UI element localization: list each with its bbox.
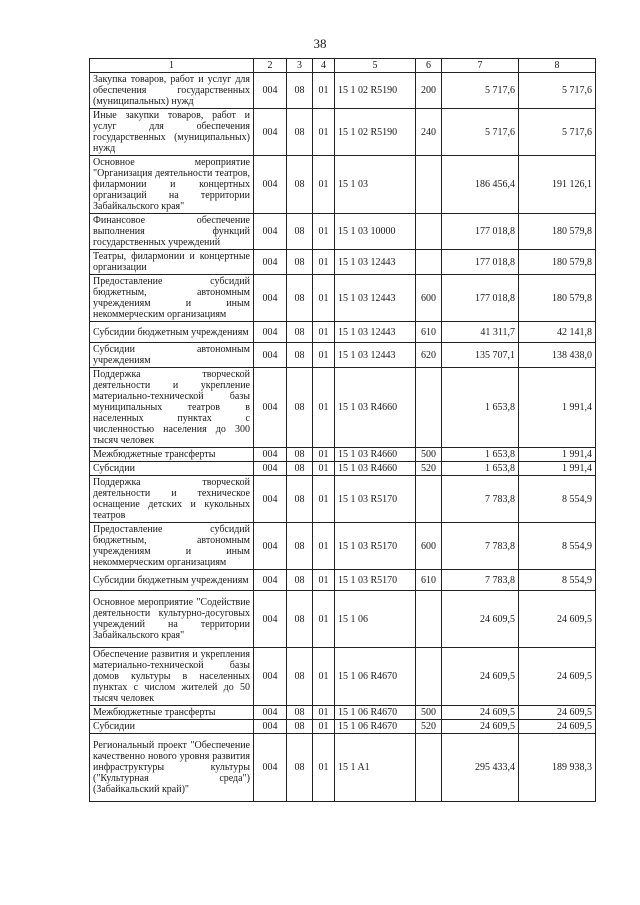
row-name: Поддержка творческой деятельности и укрепление материально-технической базы муниципальных театров в населенных пунктах с численностью населения до 300 тысяч человек [90, 368, 254, 448]
section-code: 08 [287, 570, 313, 591]
subsection-code: 01 [313, 322, 335, 343]
section-code: 08 [287, 720, 313, 734]
target-article-code: 15 1 02 R5190 [335, 109, 416, 156]
table-row [90, 368, 596, 448]
subsection-code: 01 [313, 214, 335, 250]
section-code: 08 [287, 73, 313, 109]
amount-col8: 1 991,4 [519, 368, 596, 448]
subsection-code: 01 [313, 343, 335, 368]
ministry-code: 004 [254, 734, 287, 802]
amount-col7: 24 609,5 [442, 706, 519, 720]
section-code: 08 [287, 343, 313, 368]
subsection-code: 01 [313, 523, 335, 570]
subsection-code: 01 [313, 250, 335, 275]
section-code: 08 [287, 591, 313, 648]
ministry-code: 004 [254, 368, 287, 448]
amount-col8: 5 717,6 [519, 109, 596, 156]
row-name: Основное мероприятие "Организация деятельности театров, филармонии и концертных организаций на территории Забайкальского края" [90, 156, 254, 214]
header-cell: 4 [313, 59, 335, 73]
ministry-code: 004 [254, 648, 287, 706]
subsection-code: 01 [313, 275, 335, 322]
subsection-code: 01 [313, 648, 335, 706]
amount-col8: 5 717,6 [519, 73, 596, 109]
subsection-code: 01 [313, 720, 335, 734]
row-name: Иные закупки товаров, работ и услуг для обеспечения государственных (муниципальных) нужд [90, 109, 254, 156]
section-code: 08 [287, 734, 313, 802]
table-row [90, 448, 596, 462]
expense-type-code: 200 [416, 73, 442, 109]
amount-col7: 5 717,6 [442, 73, 519, 109]
row-name: Предоставление субсидий бюджетным, автономным учреждениям и иным некоммерческим организациям [90, 523, 254, 570]
ministry-code: 004 [254, 73, 287, 109]
target-article-code: 15 1 03 R5170 [335, 570, 416, 591]
amount-col8: 1 991,4 [519, 462, 596, 476]
target-article-code: 15 1 A1 [335, 734, 416, 802]
amount-col7: 7 783,8 [442, 476, 519, 523]
row-name: Субсидии [90, 462, 254, 476]
amount-col8: 191 126,1 [519, 156, 596, 214]
table-row [90, 648, 596, 706]
table-row [90, 275, 596, 322]
amount-col7: 7 783,8 [442, 523, 519, 570]
row-name: Субсидии бюджетным учреждениям [90, 322, 254, 343]
section-code: 08 [287, 156, 313, 214]
amount-col8: 8 554,9 [519, 570, 596, 591]
target-article-code: 15 1 03 10000 [335, 214, 416, 250]
target-article-code: 15 1 03 R5170 [335, 523, 416, 570]
target-article-code: 15 1 02 R5190 [335, 73, 416, 109]
subsection-code: 01 [313, 462, 335, 476]
target-article-code: 15 1 03 R4660 [335, 448, 416, 462]
expense-type-code [416, 214, 442, 250]
subsection-code: 01 [313, 706, 335, 720]
header-cell: 2 [254, 59, 287, 73]
amount-col7: 41 311,7 [442, 322, 519, 343]
budget-table [89, 58, 596, 802]
amount-col7: 7 783,8 [442, 570, 519, 591]
ministry-code: 004 [254, 570, 287, 591]
section-code: 08 [287, 476, 313, 523]
expense-type-code: 500 [416, 448, 442, 462]
table-row [90, 476, 596, 523]
amount-col7: 1 653,8 [442, 462, 519, 476]
table-row [90, 720, 596, 734]
row-name: Закупка товаров, работ и услуг для обеспечения государственных (муниципальных) нужд [90, 73, 254, 109]
target-article-code: 15 1 06 [335, 591, 416, 648]
expense-type-code [416, 648, 442, 706]
subsection-code: 01 [313, 734, 335, 802]
amount-col7: 1 653,8 [442, 448, 519, 462]
amount-col8: 24 609,5 [519, 648, 596, 706]
section-code: 08 [287, 523, 313, 570]
header-cell: 5 [335, 59, 416, 73]
section-code: 08 [287, 214, 313, 250]
header-cell: 1 [90, 59, 254, 73]
subsection-code: 01 [313, 109, 335, 156]
header-row [90, 59, 596, 73]
amount-col8: 1 991,4 [519, 448, 596, 462]
row-name: Театры, филармонии и концертные организации [90, 250, 254, 275]
table-row [90, 570, 596, 591]
target-article-code: 15 1 06 R4670 [335, 706, 416, 720]
table-row [90, 109, 596, 156]
subsection-code: 01 [313, 476, 335, 523]
amount-col7: 177 018,8 [442, 275, 519, 322]
amount-col7: 186 456,4 [442, 156, 519, 214]
table-row [90, 250, 596, 275]
amount-col8: 180 579,8 [519, 275, 596, 322]
section-code: 08 [287, 648, 313, 706]
expense-type-code: 600 [416, 523, 442, 570]
ministry-code: 004 [254, 156, 287, 214]
ministry-code: 004 [254, 706, 287, 720]
amount-col7: 24 609,5 [442, 591, 519, 648]
ministry-code: 004 [254, 343, 287, 368]
target-article-code: 15 1 06 R4670 [335, 648, 416, 706]
ministry-code: 004 [254, 214, 287, 250]
table-row [90, 73, 596, 109]
section-code: 08 [287, 275, 313, 322]
amount-col7: 177 018,8 [442, 250, 519, 275]
section-code: 08 [287, 448, 313, 462]
row-name: Обеспечение развития и укрепления материально-технической базы домов культуры в населенных пунктах с числом жителей до 50 тысяч человек [90, 648, 254, 706]
row-name: Межбюджетные трансферты [90, 448, 254, 462]
subsection-code: 01 [313, 73, 335, 109]
target-article-code: 15 1 06 R4670 [335, 720, 416, 734]
amount-col7: 1 653,8 [442, 368, 519, 448]
page-number: 38 [313, 36, 327, 51]
expense-type-code: 520 [416, 720, 442, 734]
target-article-code: 15 1 03 12443 [335, 275, 416, 322]
row-name: Предоставление субсидий бюджетным, автономным учреждениям и иным некоммерческим организациям [90, 275, 254, 322]
expense-type-code: 600 [416, 275, 442, 322]
expense-type-code: 500 [416, 706, 442, 720]
header-cell: 3 [287, 59, 313, 73]
table-row [90, 214, 596, 250]
target-article-code: 15 1 03 12443 [335, 343, 416, 368]
expense-type-code [416, 368, 442, 448]
row-name: Субсидии автономным учреждениям [90, 343, 254, 368]
section-code: 08 [287, 706, 313, 720]
table-row [90, 591, 596, 648]
subsection-code: 01 [313, 156, 335, 214]
amount-col8: 189 938,3 [519, 734, 596, 802]
target-article-code: 15 1 03 [335, 156, 416, 214]
ministry-code: 004 [254, 275, 287, 322]
amount-col7: 177 018,8 [442, 214, 519, 250]
amount-col7: 24 609,5 [442, 720, 519, 734]
subsection-code: 01 [313, 570, 335, 591]
ministry-code: 004 [254, 462, 287, 476]
amount-col8: 180 579,8 [519, 214, 596, 250]
amount-col8: 138 438,0 [519, 343, 596, 368]
row-name: Поддержка творческой деятельности и техническое оснащение детских и кукольных театров [90, 476, 254, 523]
expense-type-code: 520 [416, 462, 442, 476]
row-name: Субсидии [90, 720, 254, 734]
amount-col8: 8 554,9 [519, 476, 596, 523]
subsection-code: 01 [313, 591, 335, 648]
expense-type-code: 240 [416, 109, 442, 156]
table-row [90, 523, 596, 570]
ministry-code: 004 [254, 591, 287, 648]
expense-type-code [416, 156, 442, 214]
amount-col8: 42 141,8 [519, 322, 596, 343]
expense-type-code [416, 734, 442, 802]
amount-col7: 135 707,1 [442, 343, 519, 368]
ministry-code: 004 [254, 720, 287, 734]
amount-col8: 8 554,9 [519, 523, 596, 570]
section-code: 08 [287, 462, 313, 476]
target-article-code: 15 1 03 12443 [335, 322, 416, 343]
amount-col8: 180 579,8 [519, 250, 596, 275]
row-name: Межбюджетные трансферты [90, 706, 254, 720]
target-article-code: 15 1 03 12443 [335, 250, 416, 275]
subsection-code: 01 [313, 368, 335, 448]
expense-type-code [416, 250, 442, 275]
amount-col8: 24 609,5 [519, 720, 596, 734]
ministry-code: 004 [254, 250, 287, 275]
table-row [90, 462, 596, 476]
section-code: 08 [287, 368, 313, 448]
table-row [90, 156, 596, 214]
expense-type-code [416, 476, 442, 523]
amount-col7: 24 609,5 [442, 648, 519, 706]
table-row [90, 734, 596, 802]
amount-col8: 24 609,5 [519, 706, 596, 720]
ministry-code: 004 [254, 109, 287, 156]
header-cell: 8 [519, 59, 596, 73]
table-row [90, 706, 596, 720]
section-code: 08 [287, 322, 313, 343]
subsection-code: 01 [313, 448, 335, 462]
amount-col7: 295 433,4 [442, 734, 519, 802]
amount-col8: 24 609,5 [519, 591, 596, 648]
ministry-code: 004 [254, 448, 287, 462]
target-article-code: 15 1 03 R4660 [335, 368, 416, 448]
expense-type-code [416, 591, 442, 648]
section-code: 08 [287, 250, 313, 275]
target-article-code: 15 1 03 R5170 [335, 476, 416, 523]
expense-type-code: 610 [416, 570, 442, 591]
table-row [90, 322, 596, 343]
expense-type-code: 610 [416, 322, 442, 343]
row-name: Субсидии бюджетным учреждениям [90, 570, 254, 591]
ministry-code: 004 [254, 476, 287, 523]
section-code: 08 [287, 109, 313, 156]
table-row [90, 343, 596, 368]
expense-type-code: 620 [416, 343, 442, 368]
target-article-code: 15 1 03 R4660 [335, 462, 416, 476]
ministry-code: 004 [254, 523, 287, 570]
header-cell: 7 [442, 59, 519, 73]
row-name: Основное мероприятие "Содействие деятельности культурно-досуговых учреждений на территории Забайкальского края" [90, 591, 254, 648]
header-cell: 6 [416, 59, 442, 73]
row-name: Региональный проект "Обеспечение качественно нового уровня развития инфраструктуры культуры ("Культурная среда") (Забайкальский край)" [90, 734, 254, 802]
row-name: Финансовое обеспечение выполнения функций государственных учреждений [90, 214, 254, 250]
amount-col7: 5 717,6 [442, 109, 519, 156]
ministry-code: 004 [254, 322, 287, 343]
